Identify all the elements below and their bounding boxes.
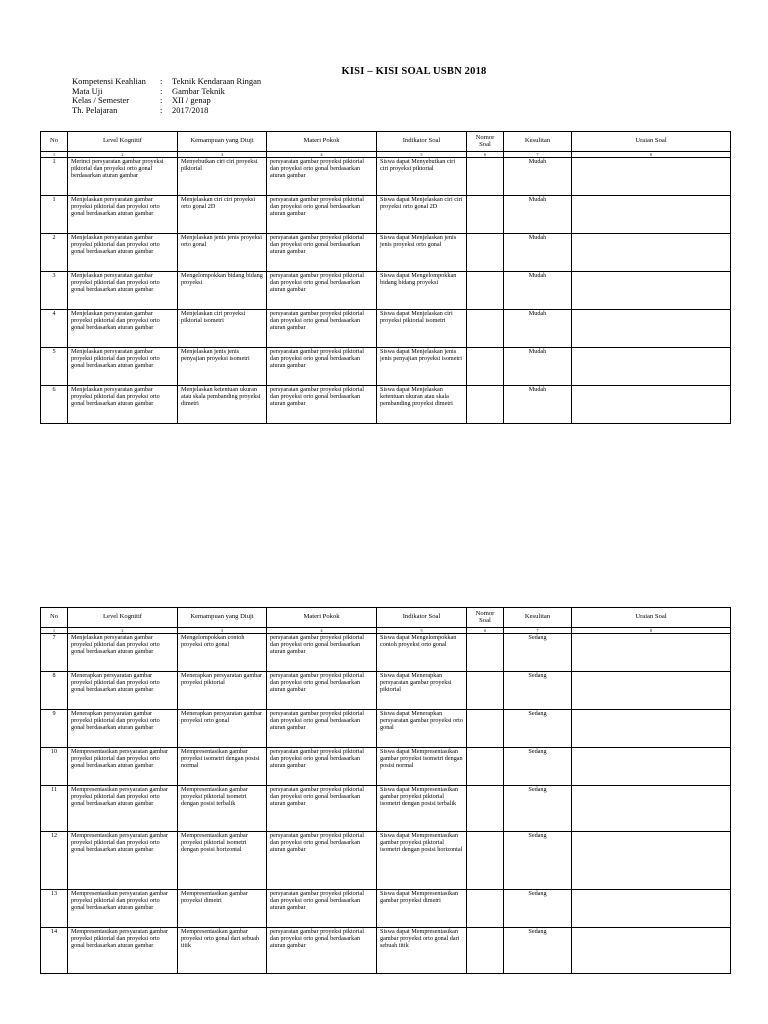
cell-nomor	[467, 310, 504, 348]
cell-indikator: Siswa dapat Menerapkan persyaratan gambar proyeksi piktorial	[377, 672, 467, 710]
cell-materi: persyaratan gambar proyeksi piktorial dan proyeksi orto gonal berdasarkan aturan gambar	[267, 272, 377, 310]
header-kemampuan: Kemampuan yang Diuji	[178, 608, 267, 628]
column-number: 8	[572, 628, 731, 634]
cell-materi: persyaratan gambar proyeksi piktorial dan proyeksi orto gonal berdasarkan aturan gambar	[267, 234, 377, 272]
cell-uraian	[572, 832, 731, 890]
cell-level: Menjelaskan persyaratan gambar proyeksi piktorial dan proyeksi orto gonal berdasarkan aturan gambar	[68, 310, 178, 348]
header-indikator: Indikator Soal	[377, 608, 467, 628]
cell-kesulitan: Mudah	[504, 158, 572, 196]
table-row	[41, 634, 731, 672]
cell-nomor	[467, 348, 504, 386]
column-number: 5	[377, 152, 467, 158]
cell-no: 9	[41, 710, 68, 748]
cell-uraian	[572, 672, 731, 710]
cell-nomor	[467, 710, 504, 748]
cell-indikator: Siswa dapat Mengelompokkan contoh proyeksi orto gonal	[377, 634, 467, 672]
cell-no: 2	[41, 234, 68, 272]
info-colon: :	[160, 85, 163, 96]
info-label: Kelas / Semester	[72, 95, 130, 106]
cell-indikator: Siswa dapat Menjelaskan jenis jenis proyeksi orto gonal	[377, 234, 467, 272]
cell-uraian	[572, 710, 731, 748]
column-number: 4	[267, 152, 377, 158]
cell-no: 6	[41, 386, 68, 424]
info-colon: :	[160, 104, 163, 115]
header-indikator: Indikator Soal	[377, 132, 467, 152]
cell-kemampuan: Mempresentasikan gambar proyeksi piktorial isometri dengan posisi horizontal	[178, 832, 267, 890]
cell-kesulitan: Sedang	[504, 672, 572, 710]
table-row	[41, 786, 731, 832]
cell-nomor	[467, 832, 504, 890]
cell-no: 4	[41, 310, 68, 348]
table-body-1	[41, 158, 731, 424]
cell-kesulitan: Sedang	[504, 786, 572, 832]
cell-kesulitan: Mudah	[504, 234, 572, 272]
cell-level: Menjelaskan persyaratan gambar proyeksi piktorial dan proyeksi orto gonal berdasarkan aturan gambar	[68, 234, 178, 272]
cell-uraian	[572, 634, 731, 672]
info-label: Th. Pelajaran	[72, 104, 118, 115]
header-nomor: Nomor Soal	[467, 608, 504, 628]
cell-nomor	[467, 748, 504, 786]
column-number: 1	[41, 152, 68, 158]
header-kesulitan: Kesulitan	[504, 608, 572, 628]
table-row	[41, 196, 731, 234]
header-uraian: Uraian Soal	[572, 608, 731, 628]
header-materi: Materi Pokok	[267, 132, 377, 152]
cell-uraian	[572, 310, 731, 348]
cell-kesulitan: Sedang	[504, 890, 572, 928]
cell-materi: persyaratan gambar proyeksi piktorial dan proyeksi orto gonal berdasarkan aturan gambar	[267, 386, 377, 424]
table-row	[41, 832, 731, 890]
cell-indikator: Siswa dapat Menjelaskan ketentuan ukuran atau skala pembanding proyeksi dimetri	[377, 386, 467, 424]
table-header-row	[41, 608, 731, 628]
cell-kesulitan: Mudah	[504, 272, 572, 310]
cell-indikator: Siswa dapat Menjelaskan ciri ciri proyeksi orto gonal 2D	[377, 196, 467, 234]
cell-uraian	[572, 890, 731, 928]
cell-nomor	[467, 786, 504, 832]
table-row	[41, 672, 731, 710]
info-label: Mata Uji	[72, 85, 103, 96]
cell-kemampuan: Menjelaskan ciri ciri proyeksi orto gonal 2D	[178, 196, 267, 234]
column-number: 3	[178, 628, 267, 634]
cell-uraian	[572, 272, 731, 310]
cell-nomor	[467, 672, 504, 710]
cell-materi: persyaratan gambar proyeksi piktorial dan proyeksi orto gonal berdasarkan aturan gambar	[267, 832, 377, 890]
cell-level: Merinci persyaratan gambar proyeksi piktorial dan proyeksi orto gonal berdasarkan aturan gambar	[68, 158, 178, 196]
cell-materi: persyaratan gambar proyeksi piktorial dan proyeksi orto gonal berdasarkan aturan gambar	[267, 196, 377, 234]
cell-no: 11	[41, 786, 68, 832]
cell-materi: persyaratan gambar proyeksi piktorial dan proyeksi orto gonal berdasarkan aturan gambar	[267, 310, 377, 348]
cell-kesulitan: Mudah	[504, 196, 572, 234]
info-row	[72, 106, 261, 116]
cell-kemampuan: Mengelompokkan bidang bidang proyeksi	[178, 272, 267, 310]
cell-no: 1	[41, 196, 68, 234]
cell-kemampuan: Menjelaskan ketentuan ukuran atau skala pembanding proyeksi dimetri	[178, 386, 267, 424]
cell-nomor	[467, 234, 504, 272]
cell-uraian	[572, 348, 731, 386]
cell-level: Mempresentasikan persyaratan gambar proyeksi piktorial dan proyeksi orto gonal berdasarkan aturan gambar	[68, 928, 178, 974]
header-uraian: Uraian Soal	[572, 132, 731, 152]
cell-indikator: Siswa dapat Menyebutkan ciri ciri proyeksi piktorial	[377, 158, 467, 196]
cell-no: 7	[41, 634, 68, 672]
column-number: 7	[504, 152, 572, 158]
info-label: Kompetensi Keahlian	[72, 76, 146, 86]
document-info	[72, 77, 261, 115]
table-row	[41, 158, 731, 196]
cell-no: 14	[41, 928, 68, 974]
table-row	[41, 748, 731, 786]
cell-uraian	[572, 786, 731, 832]
column-number: 5	[377, 628, 467, 634]
cell-kesulitan: Sedang	[504, 710, 572, 748]
table-row	[41, 928, 731, 974]
column-number: 7	[504, 628, 572, 634]
cell-nomor	[467, 634, 504, 672]
column-number: 8	[572, 152, 731, 158]
cell-no: 3	[41, 272, 68, 310]
cell-kemampuan: Mempresentasikan gambar proyeksi piktorial isometri dengan posisi terbalik	[178, 786, 267, 832]
table-body-2	[41, 634, 731, 974]
cell-materi: persyaratan gambar proyeksi piktorial dan proyeksi orto gonal berdasarkan aturan gambar	[267, 748, 377, 786]
cell-materi: persyaratan gambar proyeksi piktorial dan proyeksi orto gonal berdasarkan aturan gambar	[267, 634, 377, 672]
header-materi: Materi Pokok	[267, 608, 377, 628]
cell-kesulitan: Mudah	[504, 310, 572, 348]
cell-no: 8	[41, 672, 68, 710]
cell-indikator: Siswa dapat Menjelaskan ciri proyeksi piktorial isometri	[377, 310, 467, 348]
table-row	[41, 890, 731, 928]
kisi-table-1	[40, 131, 731, 424]
cell-nomor	[467, 272, 504, 310]
cell-level: Menjelaskan persyaratan gambar proyeksi piktorial dan proyeksi orto gonal berdasarkan aturan gambar	[68, 272, 178, 310]
cell-no: 13	[41, 890, 68, 928]
cell-kemampuan: Menerapkan persyaratan gambar proyeksi piktorial	[178, 672, 267, 710]
cell-no: 1	[41, 158, 68, 196]
info-value: XII / genap	[172, 95, 211, 106]
cell-kesulitan: Sedang	[504, 634, 572, 672]
cell-indikator: Siswa dapat Mempresentasikan gambar proyeksi dimetri	[377, 890, 467, 928]
table-header-row	[41, 132, 731, 152]
cell-level: Menjelaskan persyaratan gambar proyeksi piktorial dan proyeksi orto gonal berdasarkan aturan gambar	[68, 348, 178, 386]
cell-kesulitan: Sedang	[504, 748, 572, 786]
cell-indikator: Siswa dapat Mempresentasikan gambar proyeksi piktorial isometri dengan posisi horizontal	[377, 832, 467, 890]
header-kemampuan: Kemampuan yang Diuji	[178, 132, 267, 152]
cell-materi: persyaratan gambar proyeksi piktorial dan proyeksi orto gonal berdasarkan aturan gambar	[267, 158, 377, 196]
header-nomor: Nomor Soal	[467, 132, 504, 152]
cell-kemampuan: Menyebutkan ciri ciri proyeksi piktorial	[178, 158, 267, 196]
cell-kemampuan: Menjelaskan ciri proyeksi piktorial isometri	[178, 310, 267, 348]
cell-materi: persyaratan gambar proyeksi piktorial dan proyeksi orto gonal berdasarkan aturan gambar	[267, 710, 377, 748]
cell-indikator: Siswa dapat Menjelaskan jenis jenis penyajian proyeksi isometri	[377, 348, 467, 386]
cell-kemampuan: Menjelaskan jenis jenis penyajian proyeksi isometri	[178, 348, 267, 386]
info-colon: :	[160, 76, 163, 86]
cell-level: Menerapkan persyaratan gambar proyeksi piktorial dan proyeksi orto gonal berdasarkan aturan gambar	[68, 710, 178, 748]
cell-level: Mempresentasikan persyaratan gambar proyeksi piktorial dan proyeksi orto gonal berdasarkan aturan gambar	[68, 832, 178, 890]
cell-level: Mempresentasikan persyaratan gambar proyeksi piktorial dan proyeksi orto gonal berdasarkan aturan gambar	[68, 748, 178, 786]
info-colon: :	[160, 95, 163, 106]
cell-kesulitan: Mudah	[504, 386, 572, 424]
cell-kemampuan: Menerapkan persyaratan gambar proyeksi orto gonal	[178, 710, 267, 748]
cell-nomor	[467, 196, 504, 234]
header-no: No	[41, 608, 68, 628]
cell-uraian	[572, 386, 731, 424]
cell-uraian	[572, 196, 731, 234]
cell-level: Menerapkan persyaratan gambar proyeksi piktorial dan proyeksi orto gonal berdasarkan aturan gambar	[68, 672, 178, 710]
cell-uraian	[572, 158, 731, 196]
column-number: 4	[267, 628, 377, 634]
table-row	[41, 386, 731, 424]
cell-no: 10	[41, 748, 68, 786]
document-title: KISI – KISI SOAL USBN 2018	[341, 66, 487, 77]
table-row	[41, 310, 731, 348]
cell-kemampuan: Mengelompokkan contoh proyeksi orto gonal	[178, 634, 267, 672]
column-number: 1	[41, 628, 68, 634]
cell-kesulitan: Sedang	[504, 928, 572, 974]
column-number: 6	[467, 628, 504, 634]
cell-materi: persyaratan gambar proyeksi piktorial dan proyeksi orto gonal berdasarkan aturan gambar	[267, 672, 377, 710]
table-row	[41, 710, 731, 748]
cell-indikator: Siswa dapat Mempresentasikan gambar proyeksi orto gonal dari sebuah titik	[377, 928, 467, 974]
column-number: 2	[68, 152, 178, 158]
cell-materi: persyaratan gambar proyeksi piktorial dan proyeksi orto gonal berdasarkan aturan gambar	[267, 786, 377, 832]
cell-indikator: Siswa dapat Mempresentasikan gambar proyeksi piktorial isometri dengan posisi terbalik	[377, 786, 467, 832]
cell-level: Menjelaskan persyaratan gambar proyeksi piktorial dan proyeksi orto gonal berdasarkan aturan gambar	[68, 196, 178, 234]
cell-no: 5	[41, 348, 68, 386]
header-level: Level Kognitif	[68, 608, 178, 628]
cell-level: Mempresentasikan persyaratan gambar proyeksi piktorial dan proyeksi orto gonal berdasarkan aturan gambar	[68, 786, 178, 832]
table-row	[41, 348, 731, 386]
header-kesulitan: Kesulitan	[504, 132, 572, 152]
column-number: 3	[178, 152, 267, 158]
cell-materi: persyaratan gambar proyeksi piktorial dan proyeksi orto gonal berdasarkan aturan gambar	[267, 348, 377, 386]
header-no: No	[41, 132, 68, 152]
cell-nomor	[467, 158, 504, 196]
kisi-table-2	[40, 607, 731, 974]
column-number: 2	[68, 628, 178, 634]
cell-indikator: Siswa dapat Mengelompokkan bidang bidang proyeksi	[377, 272, 467, 310]
cell-kemampuan: Mempresentasikan gambar proyeksi orto gonal dari sebuah titik	[178, 928, 267, 974]
header-level: Level Kognitif	[68, 132, 178, 152]
cell-indikator: Siswa dapat Mempresentasikan gambar proyeksi isometri dengan posisi normal	[377, 748, 467, 786]
cell-materi: persyaratan gambar proyeksi piktorial dan proyeksi orto gonal berdasarkan aturan gambar	[267, 890, 377, 928]
cell-kesulitan: Sedang	[504, 832, 572, 890]
table-row	[41, 272, 731, 310]
info-value: 2017/2018	[172, 104, 209, 115]
cell-nomor	[467, 386, 504, 424]
table-row	[41, 234, 731, 272]
cell-level: Menjelaskan persyaratan gambar proyeksi piktorial dan proyeksi orto gonal berdasarkan aturan gambar	[68, 386, 178, 424]
cell-uraian	[572, 748, 731, 786]
cell-kesulitan: Mudah	[504, 348, 572, 386]
info-value: Gambar Teknik	[172, 85, 225, 96]
cell-materi: persyaratan gambar proyeksi piktorial dan proyeksi orto gonal berdasarkan aturan gambar	[267, 928, 377, 974]
cell-kemampuan: Menjelaskan jenis jenis proyeksi orto gonal	[178, 234, 267, 272]
cell-kemampuan: Mempresentasikan gambar proyeksi isometri dengan posisi normal	[178, 748, 267, 786]
cell-uraian	[572, 234, 731, 272]
column-number: 6	[467, 152, 504, 158]
cell-kemampuan: Mempresentasikan gambar proyeksi dimetri	[178, 890, 267, 928]
cell-uraian	[572, 928, 731, 974]
cell-no: 12	[41, 832, 68, 890]
cell-level: Mempresentasikan persyaratan gambar proyeksi piktorial dan proyeksi orto gonal berdasarkan aturan gambar	[68, 890, 178, 928]
info-value: Teknik Kendaraan Ringan	[172, 76, 262, 86]
cell-nomor	[467, 928, 504, 974]
cell-indikator: Siswa dapat Menerapkan persyaratan gambar proyeksi orto gonal	[377, 710, 467, 748]
cell-level: Menjelaskan persyaratan gambar proyeksi piktorial dan proyeksi orto gonal berdasarkan aturan gambar	[68, 634, 178, 672]
cell-nomor	[467, 890, 504, 928]
